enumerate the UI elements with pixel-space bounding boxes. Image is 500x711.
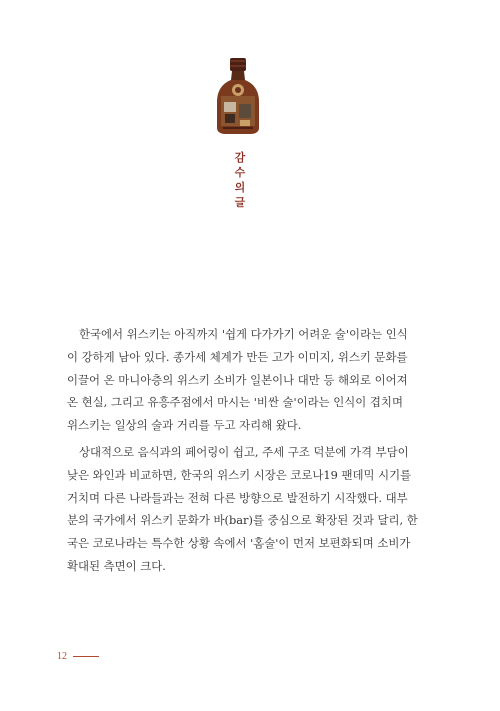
text-line: 이끌어 온 마니아층의 위스키 소비가 일본이나 대만 등 해외로 이어져 — [67, 372, 408, 387]
footer-rule — [73, 656, 99, 657]
body-text — [67, 323, 418, 578]
chapter-title-char: 의 — [234, 181, 246, 194]
text-line: 거치며 다른 나라들과는 전혀 다른 방향으로 발전하기 시작했다. 대부 — [67, 490, 408, 505]
chapter-title-char: 수 — [234, 166, 246, 179]
whisky-bottle-illustration — [213, 56, 263, 136]
chapter-title-char: 글 — [234, 196, 246, 209]
page-footer — [57, 651, 99, 662]
text-line: 국은 코로나라는 특수한 상황 속에서 '홈술'이 먼저 보편화되며 소비가 — [67, 536, 411, 551]
text-line: 낮은 와인과 비교하면, 한국의 위스키 시장은 코로나19 팬데믹 시기를 — [67, 467, 412, 482]
chapter-title — [232, 150, 248, 210]
chapter-title-char: 감 — [234, 151, 246, 164]
text-line: 온 현실, 그리고 유흥주점에서 마시는 '비싼 술'이라는 인식이 겹치며 — [67, 395, 403, 410]
page-number: 12 — [57, 651, 67, 662]
text-line: 상대적으로 음식과의 페어링이 쉽고, 주세 구조 덕분에 가격 부담이 — [79, 444, 409, 459]
text-line: 위스키는 일상의 술과 거리를 두고 자리해 왔다. — [67, 418, 302, 433]
text-line: 분의 국가에서 위스키 문화가 바(bar)를 중심으로 확장된 것과 달리, 한 — [67, 513, 418, 528]
text-line: 이 강하게 남아 있다. 종가세 체계가 만든 고가 이미지, 위스키 문화를 — [67, 349, 408, 364]
paragraph — [67, 323, 413, 437]
text-line: 한국에서 위스키는 아직까지 '쉽게 다가가기 어려운 술'이라는 인식 — [79, 327, 408, 341]
paragraph — [67, 441, 418, 578]
text-line: 확대된 측면이 크다. — [67, 558, 166, 573]
